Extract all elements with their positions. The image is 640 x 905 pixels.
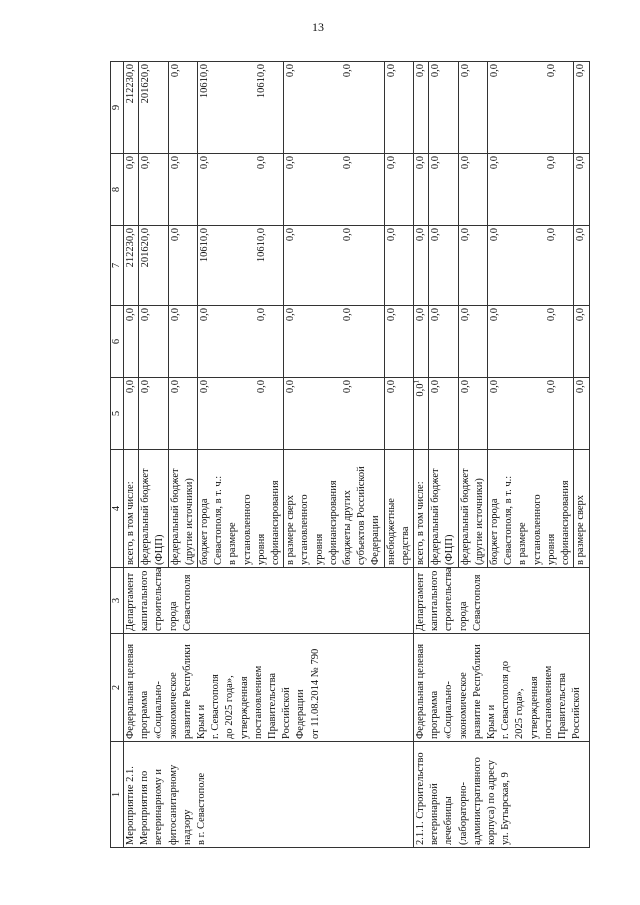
amount-value: 0,0 (415, 64, 427, 78)
spacer (502, 156, 516, 223)
amount-cell-7 (414, 226, 429, 306)
amount-cell-5 (574, 378, 589, 450)
amount-value-sub: 10610,0 (255, 228, 267, 263)
amount-cell-6 (488, 306, 574, 378)
amount-value: 0,0 (575, 64, 587, 78)
spacer (226, 380, 240, 447)
program-cell (414, 634, 589, 742)
amount-value: 0,0 (575, 228, 587, 242)
amount-value: $0,0^1$ (412, 380, 427, 397)
measure-line: корпуса) по адресу (486, 760, 498, 845)
amount-value: 0,0 (489, 64, 501, 78)
amount-value: 0,0 (199, 156, 211, 170)
funding-source-line: установленного (241, 494, 253, 565)
program-line: Федеральная целевая (125, 643, 136, 739)
program-line: постановлением (252, 665, 264, 739)
amount-cell-9 (124, 62, 139, 154)
spacer (313, 156, 327, 223)
executor-cell (414, 568, 589, 634)
col-num-4: 4 (111, 450, 124, 568)
amount-value: 0,0 (489, 228, 501, 242)
amount-value: 0,0 (459, 64, 471, 78)
amount-cell-6 (574, 306, 589, 378)
funding-source-line: (другие источники) (183, 478, 195, 565)
funding-source-cell (414, 450, 429, 568)
amount-value: 0,0 (169, 380, 181, 394)
amount-cell-6 (414, 306, 429, 378)
amount-value: 0,0 (489, 156, 501, 170)
spacer (212, 308, 226, 375)
program-line: утвержденная (238, 676, 250, 739)
amount-cell-7 (488, 226, 574, 306)
funding-source-line: субъектов Российской (356, 466, 368, 565)
funding-source-line: внебюджетные (385, 498, 397, 565)
spacer (516, 64, 530, 151)
amount-value: 0,0 (199, 380, 211, 394)
col-num-8: 8 (111, 154, 124, 226)
executor-line: капитального (429, 570, 441, 631)
spacer (298, 308, 312, 375)
spacer (502, 380, 516, 447)
amount-cell-7 (574, 226, 589, 306)
spacer (531, 64, 545, 151)
program-line: г. Севастополя (210, 674, 222, 739)
amount-cell-9 (384, 62, 413, 154)
funding-source-line: уровня (545, 533, 557, 565)
amount-value: 0,0 (125, 308, 136, 322)
amount-cell-7 (458, 226, 487, 306)
funding-source-line: в размере (517, 522, 529, 565)
spacer (531, 156, 545, 223)
amount-value: 0,0 (285, 228, 297, 242)
amount-cell-5 (414, 378, 429, 450)
amount-value: 0,0 (575, 308, 587, 322)
col-num-9: 9 (111, 62, 124, 154)
funding-source-line: в размере сверх (575, 494, 587, 565)
spacer (241, 156, 255, 223)
amount-cell-7 (284, 226, 384, 306)
funding-source-line: федеральный бюджет (169, 468, 181, 565)
spacer (241, 308, 255, 375)
amount-cell-9 (488, 62, 574, 154)
footnote-mark: 1 (412, 380, 421, 384)
program-line: Правительства (557, 672, 569, 739)
amount-value: 0,0 (385, 380, 397, 394)
spacer (516, 228, 530, 303)
amount-cell-6 (198, 306, 284, 378)
amount-cell-5 (488, 378, 574, 450)
amount-cell-9 (139, 62, 168, 154)
funding-source-line: Севастополя, в т. ч.: (213, 475, 225, 565)
amount-cell-6 (429, 306, 458, 378)
funding-source-line: всего, в том числе: (415, 481, 427, 565)
amount-cell-6 (139, 306, 168, 378)
budget-table (110, 61, 590, 848)
spacer (226, 308, 240, 375)
amount-value-sub: 0,0 (341, 308, 353, 322)
amount-cell-9 (284, 62, 384, 154)
amount-value: 0,0 (430, 156, 442, 170)
table-row (124, 62, 139, 848)
amount-cell-8 (458, 154, 487, 226)
funding-source-line: Федерации (370, 515, 382, 565)
amount-cell-5 (124, 378, 139, 450)
spacer (241, 228, 255, 303)
measure-line: ветеринарной (429, 783, 441, 845)
amount-cell-6 (124, 306, 139, 378)
amount-value: 0,0 (415, 228, 427, 242)
program-line: «Социально- (443, 681, 455, 739)
amount-value: 201620,0 (140, 228, 152, 268)
amount-value: 0,0 (125, 380, 136, 394)
amount-value-sub: 0,0 (341, 380, 353, 394)
col-num-3: 3 (111, 568, 124, 634)
amount-value: 0,0 (385, 228, 397, 242)
spacer (327, 156, 341, 223)
spacer (212, 156, 226, 223)
amount-cell-7 (384, 226, 413, 306)
amount-cell-5 (198, 378, 284, 450)
table-body (111, 62, 590, 848)
spacer (516, 380, 530, 447)
amount-cell-8 (284, 154, 384, 226)
program-line: «Социально- (153, 681, 165, 739)
amount-cell-5 (139, 378, 168, 450)
spacer (313, 308, 327, 375)
funding-source-line: уровня (313, 533, 325, 565)
amount-value: 0,0 (430, 228, 442, 242)
executor-line: Департамент (125, 572, 136, 631)
funding-source-line: установленного (531, 494, 543, 565)
program-line: утвержденная (528, 676, 540, 739)
spacer (298, 380, 312, 447)
amount-cell-8 (574, 154, 589, 226)
spacer (327, 64, 341, 151)
amount-value: 0,0 (169, 156, 181, 170)
spacer (241, 64, 255, 151)
program-line: Крым и (196, 704, 208, 739)
spacer (516, 308, 530, 375)
spacer (226, 228, 240, 303)
amount-cell-8 (488, 154, 574, 226)
amount-value-sub: 0,0 (545, 156, 557, 170)
executor-line: города (457, 601, 469, 631)
spacer (226, 64, 240, 151)
funding-source-cell (139, 450, 168, 568)
funding-source-line: (ФЦП) (444, 534, 456, 565)
spacer (298, 156, 312, 223)
amount-value: 0,0 (285, 156, 297, 170)
amount-value: 0,0 (285, 380, 297, 394)
spacer (298, 64, 312, 151)
amount-cell-7 (168, 226, 197, 306)
funding-source-line: софинансирования (270, 480, 282, 565)
amount-cell-8 (198, 154, 284, 226)
program-line: постановлением (542, 665, 554, 739)
amount-cell-5 (458, 378, 487, 450)
amount-value-sub: 0,0 (341, 228, 353, 242)
program-line: Федерации (295, 689, 307, 739)
amount-value: 0,0 (140, 308, 152, 322)
funding-source-line: софинансирования (327, 480, 339, 565)
measure-line: лечебницы (443, 796, 455, 845)
amount-value: 0,0 (199, 308, 211, 322)
amount-value: 0,0 (489, 380, 501, 394)
amount-cell-5 (429, 378, 458, 450)
amount-cell-7 (139, 226, 168, 306)
amount-cell-5 (384, 378, 413, 450)
amount-cell-7 (198, 226, 284, 306)
measure-line: Мероприятие 2.1. (125, 766, 136, 845)
executor-line: Севастополя (181, 574, 193, 631)
amount-value: 0,0 (459, 228, 471, 242)
amount-cell-7 (124, 226, 139, 306)
amount-value: 10610,0 (199, 228, 211, 263)
funding-source-line: бюджеты других (342, 490, 354, 565)
amount-value: 0,0 (430, 308, 442, 322)
program-line: развитие Республики (471, 644, 483, 739)
amount-value: 0,0 (140, 156, 152, 170)
spacer (241, 380, 255, 447)
page-number: 13 (312, 20, 324, 34)
spacer (531, 228, 545, 303)
amount-cell-6 (168, 306, 197, 378)
amount-cell-6 (284, 306, 384, 378)
amount-value: 0,0 (459, 156, 471, 170)
col-num-5: 5 (111, 378, 124, 450)
program-line: Крым и (486, 704, 498, 739)
amount-value: 0,0 (125, 156, 136, 170)
amount-cell-9 (429, 62, 458, 154)
amount-cell-8 (168, 154, 197, 226)
spacer (502, 308, 516, 375)
amount-value: 0,0 (385, 64, 397, 78)
amount-value: 201620,0 (140, 64, 152, 104)
amount-cell-6 (458, 306, 487, 378)
amount-value: 0,0 (169, 308, 181, 322)
spacer (313, 64, 327, 151)
amount-value: 0,0 (459, 380, 471, 394)
table-row (414, 62, 429, 848)
funding-source-cell (284, 450, 384, 568)
executor-line: Севастополя (471, 574, 483, 631)
funding-source-cell (124, 450, 139, 568)
spacer (327, 228, 341, 303)
program-line: от 11.08.2014 № 790 (309, 648, 321, 739)
funding-source-cell (458, 450, 487, 568)
col-num-6: 6 (111, 306, 124, 378)
measure-line: 2.1.1. Строительство (415, 752, 427, 845)
col-num-1: 1 (111, 742, 124, 848)
funding-source-cell (429, 450, 458, 568)
amount-cell-9 (168, 62, 197, 154)
amount-value-sub: 0,0 (545, 308, 557, 322)
amount-cell-5 (168, 378, 197, 450)
amount-value-sub: 0,0 (255, 156, 267, 170)
amount-value: 212230,0 (125, 64, 136, 104)
amount-value-sub: 0,0 (545, 380, 557, 394)
amount-value: 212230,0 (125, 228, 136, 268)
amount-value: 0,0 (415, 308, 427, 322)
funding-source-line: всего, в том числе: (125, 481, 136, 565)
funding-source-line: уровня (255, 533, 267, 565)
funding-source-line: в размере сверх (285, 494, 297, 565)
program-line: Российской (281, 687, 293, 739)
measure-cell (414, 742, 589, 848)
program-line: Правительства (267, 672, 279, 739)
program-line: программа (429, 690, 441, 739)
amount-value-sub: 10610,0 (255, 64, 267, 99)
program-line: программа (139, 690, 151, 739)
funding-source-cell (574, 450, 589, 568)
col-num-7: 7 (111, 226, 124, 306)
amount-value: 0,0 (285, 64, 297, 78)
spacer (212, 228, 226, 303)
amount-cell-9 (574, 62, 589, 154)
amount-value: 0,0 (140, 380, 152, 394)
col-num-2: 2 (111, 634, 124, 742)
program-line: развитие Республики (181, 644, 193, 739)
spacer (313, 380, 327, 447)
measure-line: Мероприятия по (139, 770, 151, 845)
program-line: экономическое (457, 672, 469, 739)
program-line: экономическое (167, 672, 179, 739)
executor-line: капитального (139, 570, 151, 631)
amount-value: 0,0 (459, 308, 471, 322)
funding-source-line: в размере (227, 522, 239, 565)
funding-source-line: (ФЦП) (154, 534, 166, 565)
spacer (298, 228, 312, 303)
measure-line: в г. Севастополе (196, 772, 208, 845)
funding-source-line: средства (399, 526, 411, 565)
measure-line: надзору (181, 809, 193, 845)
amount-value-sub: 0,0 (341, 64, 353, 78)
amount-cell-6 (384, 306, 413, 378)
spacer (531, 380, 545, 447)
spacer (502, 64, 516, 151)
amount-value-sub: 0,0 (255, 380, 267, 394)
program-line: Российской (571, 687, 583, 739)
spacer (531, 308, 545, 375)
amount-cell-9 (458, 62, 487, 154)
amount-cell-8 (139, 154, 168, 226)
executor-line: Департамент (415, 572, 427, 631)
funding-source-line: софинансирования (560, 480, 572, 565)
amount-cell-9 (198, 62, 284, 154)
funding-source-line: федеральный бюджет (140, 468, 152, 565)
measure-line: ветеринарному и (153, 768, 165, 845)
amount-value: 0,0 (430, 380, 442, 394)
funding-source-line: Севастополя, в т. ч.: (503, 475, 515, 565)
amount-value: 0,0 (415, 156, 427, 170)
program-line: г. Севастополя до (500, 660, 512, 739)
measure-line: ул. Бутырская, 9 (500, 772, 512, 845)
amount-value-sub: 0,0 (545, 64, 557, 78)
funding-source-line: бюджет города (199, 498, 211, 565)
executor-line: строительства (443, 567, 455, 631)
funding-source-cell (168, 450, 197, 568)
amount-cell-9 (414, 62, 429, 154)
amount-value: 10610,0 (199, 64, 211, 99)
spacer (212, 380, 226, 447)
amount-value: 0,0 (385, 156, 397, 170)
measure-line: административного (471, 757, 483, 845)
column-number-row (111, 62, 124, 848)
spacer (516, 156, 530, 223)
spacer (327, 308, 341, 375)
funding-source-line: установленного (299, 494, 311, 565)
amount-value-sub: 0,0 (545, 228, 557, 242)
funding-source-line: (другие источники) (473, 478, 485, 565)
amount-value-sub: 0,0 (341, 156, 353, 170)
funding-source-cell (384, 450, 413, 568)
funding-source-line: федеральный бюджет (459, 468, 471, 565)
amount-cell-7 (429, 226, 458, 306)
spacer (212, 64, 226, 151)
measure-line: (лабораторно- (457, 782, 469, 845)
spacer (327, 380, 341, 447)
program-line: до 2025 года», (224, 675, 236, 739)
spacer (313, 228, 327, 303)
program-line: 2025 года», (514, 688, 526, 739)
funding-source-line: федеральный бюджет (430, 468, 442, 565)
amount-cell-8 (384, 154, 413, 226)
funding-source-line: бюджет города (489, 498, 501, 565)
measure-cell (124, 742, 414, 848)
amount-value: 0,0 (430, 64, 442, 78)
amount-value: 0,0 (489, 308, 501, 322)
measure-line: фитосанитарному (167, 764, 179, 845)
funding-source-cell (488, 450, 574, 568)
amount-value: 0,0 (285, 308, 297, 322)
spacer (226, 156, 240, 223)
executor-line: строительства (153, 567, 165, 631)
rotated-table-wrapper (110, 62, 615, 848)
amount-cell-8 (124, 154, 139, 226)
amount-value: 0,0 (575, 380, 587, 394)
program-cell (124, 634, 414, 742)
amount-cell-8 (429, 154, 458, 226)
amount-cell-5 (284, 378, 384, 450)
amount-cell-8 (414, 154, 429, 226)
amount-value-sub: 0,0 (255, 308, 267, 322)
amount-value: 0,0 (169, 228, 181, 242)
program-line: Федеральная целевая (415, 643, 427, 739)
spacer (502, 228, 516, 303)
funding-source-cell (198, 450, 284, 568)
executor-cell (124, 568, 414, 634)
amount-value: 0,0 (169, 64, 181, 78)
executor-line: города (167, 601, 179, 631)
amount-value: 0,0 (385, 308, 397, 322)
amount-value: 0,0 (575, 156, 587, 170)
